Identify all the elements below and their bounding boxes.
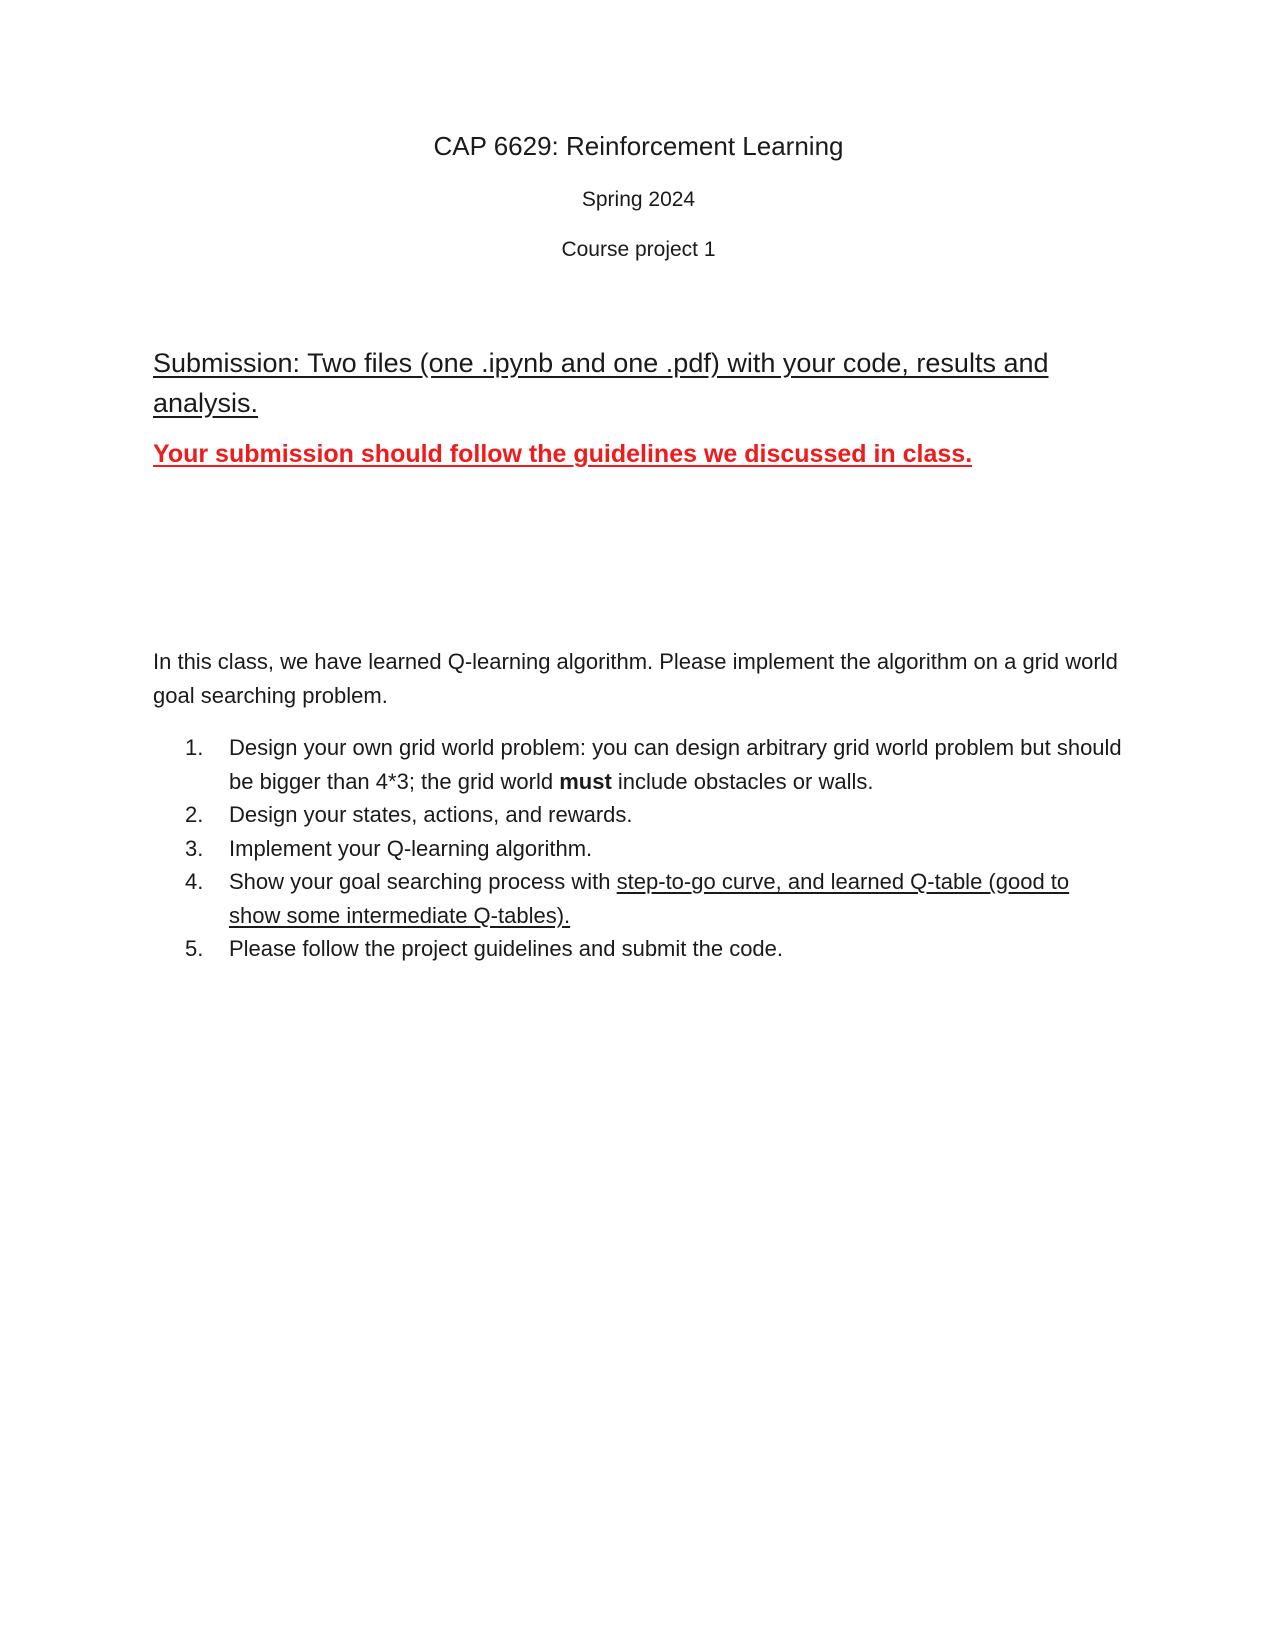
list-item — [185, 798, 1125, 832]
list-item-number: 5. — [185, 936, 204, 961]
task-text: Design your own grid world problem: you can design arbitrary grid world problem but should be bigger than 4*3; the grid world — [229, 735, 1122, 794]
task-emphasis: must — [559, 768, 612, 794]
task-text: Show your goal searching process with — [229, 869, 617, 894]
task-text: Design your states, actions, and rewards. — [229, 802, 633, 827]
project-name: Course project 1 — [561, 238, 716, 261]
task-text: Please follow the project guidelines and submit the code. — [229, 936, 784, 961]
list-item-number: 3. — [185, 835, 204, 861]
list-item-number: 2. — [185, 802, 204, 827]
term: Spring 2024 — [581, 188, 696, 211]
list-item — [185, 932, 1125, 966]
list-item-number: 4. — [185, 869, 204, 894]
intro-paragraph: In this class, we have learned Q-learning algorithm. Please implement the algorithm on a grid world goal searching problem. — [153, 649, 1118, 708]
submission-heading: Submission: Two files (one .ipynb and one .pdf) with your code, results and analysis. — [153, 348, 1049, 418]
guideline-note: Your submission should follow the guidelines we discussed in class. — [153, 440, 973, 468]
task-text: Implement your Q-learning algorithm. — [229, 835, 593, 861]
task-list — [185, 731, 1125, 966]
list-item — [185, 832, 1125, 866]
task-underlined-text: step-to-go curve, and learned Q-table (good to show some intermediate Q-tables). — [229, 869, 1070, 928]
course-title: CAP 6629: Reinforcement Learning — [433, 131, 844, 161]
list-item — [185, 865, 1125, 932]
list-item-number: 1. — [185, 735, 204, 760]
list-item — [185, 731, 1125, 798]
task-text: include obstacles or walls. — [611, 768, 874, 794]
